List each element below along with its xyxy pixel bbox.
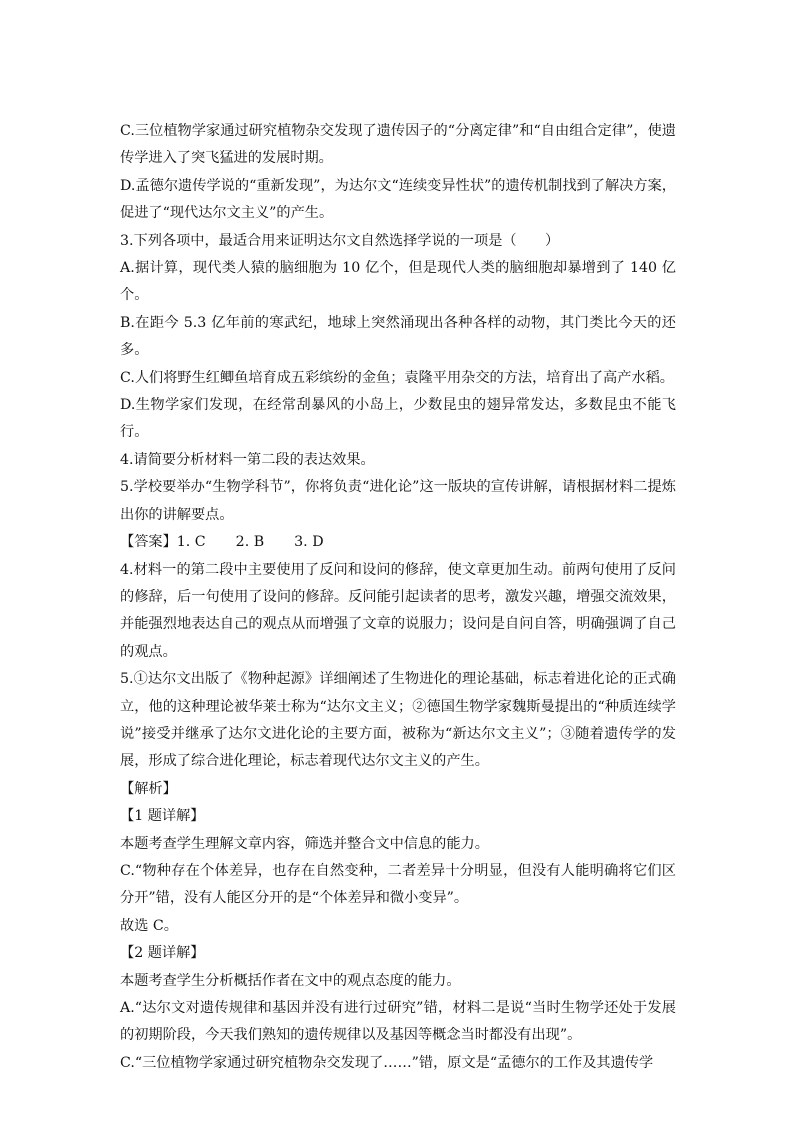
analysis-label: 【解析】 (120, 780, 177, 797)
question-3-option-b: B.在距今 5.3 亿年前的寒武纪，地球上突然涌现出各种各样的动物，其门类比今天的还多。 (120, 314, 676, 359)
question-2-intro: 本题考查学生分析概括作者在文中的观点态度的能力。 (120, 972, 461, 989)
question-1-detail-label: 【1 题详解】 (120, 808, 205, 825)
question-1-detail: C.“物种存在个体差异，也存在自然变种，二者差异十分明显，但没有人能明确将它们区分开”错，没有人能区分开的是“个体差异和微小变异”。 (120, 862, 676, 907)
answer-label: 【答案】 (120, 534, 177, 551)
answer-1: 1. C (176, 534, 206, 551)
question-3-stem: 3.下列各项中，最适合用来证明达尔文自然选择学说的一项是（ ） (120, 232, 560, 249)
answer-4-text: 4.材料一的第二段中主要使用了反问和设问的修辞，使文章更加生动。前两句使用了反问的修辞，后一句使用了设问的修辞。反问能引起读者的思考，激发兴趣，增强交流效果，并能强烈地表达自己的观点从而增强了文章的说服力；设问是自问自答，明确强调了自己的观点。 (120, 561, 676, 660)
question-4-stem: 4.请简要分析材料一第二段的表达效果。 (120, 451, 375, 468)
answer-3: 3. D (294, 534, 324, 551)
question-1-intro: 本题考查学生理解文章内容，筛选并整合文中信息的能力。 (120, 835, 489, 852)
question-1-choice: 故选 C。 (120, 917, 178, 934)
option-c-text: C.三位植物学家通过研究植物杂交发现了遗传因子的“分离定律”和“自由组合定律”，使遗传学进入了突飞猛进的发展时期。 (120, 123, 676, 167)
question-2-detail-a: A.“达尔文对遗传规律和基因并没有进行过研究”错，材料二是说“当时生物学还处于发展的初期阶段，今天我们熟知的遗传规律以及基因等概念当时都没有出现”。 (120, 1000, 676, 1044)
question-3-option-c: C.人们将野生红鲫鱼培育成五彩缤纷的金鱼；袁隆平用杂交的方法，培育出了高产水稻。 (120, 369, 674, 386)
question-2-detail-label: 【2 题详解】 (120, 945, 205, 962)
document-page (120, 118, 676, 1077)
answer-5-text: 5.①达尔文出版了《物种起源》详细阐述了生物进化的理论基础，标志着进化论的正式确立，他的这种理论被华莱士称为“达尔文主义；②德国生物学家魏斯曼提出的“种质连续学说”接受并继承了达尔文进化论的主要方面，被称为“新达尔文主义”；③随着遗传学的发展，形成了综合进化理论，标志着现代达尔文主义的产生。 (120, 671, 676, 770)
option-d-text: D.孟德尔遗传学说的“重新发现”，为达尔文“连续变异性状”的遗传机制找到了解决方案，促进了“现代达尔文主义”的产生。 (120, 177, 676, 222)
question-2-detail-c: C.“三位植物学家通过研究植物杂交发现了……”错，原文是“孟德尔的工作及其遗传学 (120, 1054, 654, 1071)
question-3-option-a: A.据计算，现代类人猿的脑细胞为 10 亿个，但是现代人类的脑细胞却暴增到了 140 亿个。 (120, 260, 676, 304)
question-3-option-d: D.生物学家们发现，在经常刮暴风的小岛上，少数昆虫的翅异常发达，多数昆虫不能飞行。 (120, 397, 676, 441)
answer-2: 2. B (235, 534, 265, 551)
question-5-stem: 5.学校要举办“生物学科节”，你将负责“进化论”这一版块的宣传讲解，请根据材料二提炼出你的讲解要点。 (120, 479, 676, 523)
answer-line (120, 529, 676, 556)
